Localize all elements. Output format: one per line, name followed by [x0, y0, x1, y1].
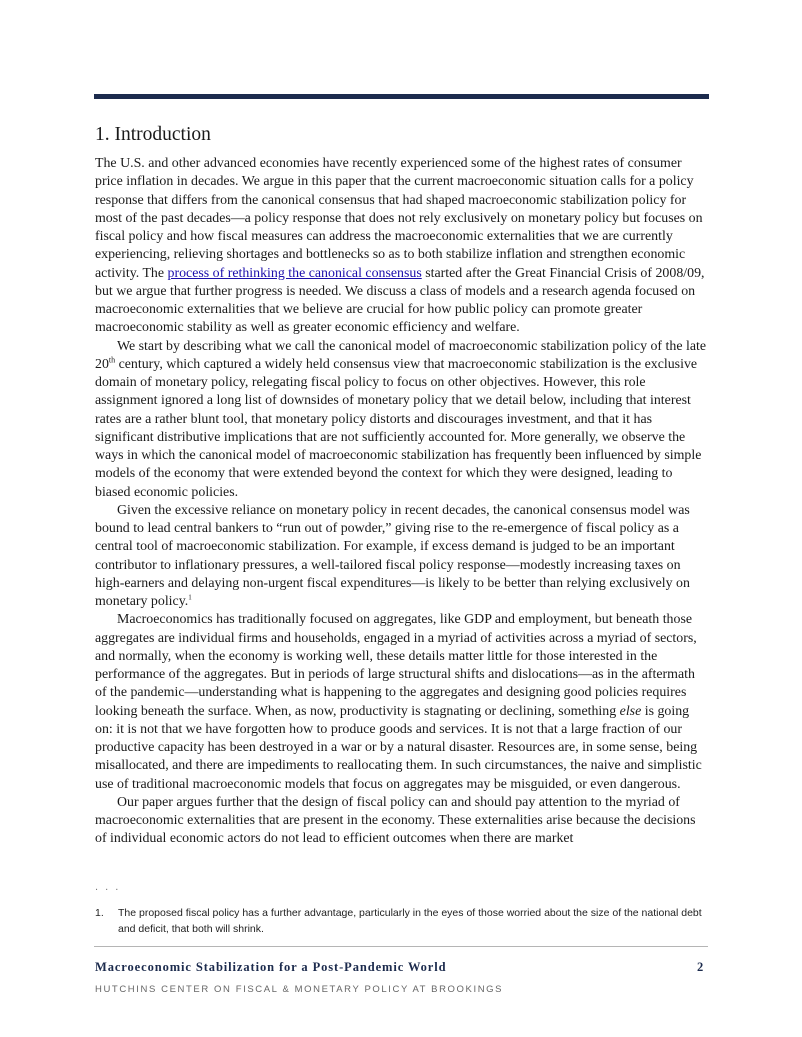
rethinking-consensus-link[interactable]: process of rethinking the canonical consensus [167, 265, 422, 281]
footnote-1-reference[interactable]: 1 [188, 593, 192, 602]
paragraph-2-text-start: We start by describing what we call the canonical model of macroeconomic stabilization policy of the late 20 [95, 338, 707, 372]
footnote-text: The proposed fiscal policy has a further advantage, particularly in the eyes of those worried about the size of the national debt and deficit, that both will shrink. [118, 907, 702, 935]
paragraph-5-text: Our paper argues further that the design of fiscal policy can and should pay attention to the myriad of macroeconomic externalities that are present in the economy. These externalities arise because the decisions of individual economic actors do not lead to efficient outcomes when there are market [95, 794, 696, 847]
paragraph-1-text-end: started after the Great Financial Crisis of 2008/09, but we argue that further progress is needed. We discuss a class of models and a research agenda focused on macroeconomic externalities that we believe are crucial for how public policy can promote greater macroeconomic stability as well as greater economic efficiency and welfare. [95, 265, 705, 336]
paragraph-3 [95, 502, 709, 612]
header-rule [94, 94, 709, 99]
paragraph-4-text-start: Macroeconomics has traditionally focused on aggregates, like GDP and employment, but beneath those aggregates are individual firms and households, engaged in a myriad of activities across a myriad of sectors, and normally, when the economy is working well, these details matter little for those interested in the performance of the aggregates. But in periods of large structural shifts and dislocations—as in the aftermath of the pandemic—understanding what is happening to the aggregates and designing good policies requires looking beneath the surface. When, as now, productivity is stagnating or declining, something [95, 612, 697, 719]
paragraph-2-text-end: century, which captured a widely held consensus view that macroeconomic stabilization is the exclusive domain of monetary policy, relegating fiscal policy to focus on other objectives. However, this role assignment ignored a long list of downsides of monetary policy that we detail below, including that interest rates are a rather blunt tool, that monetary policy distorts and discourages investment, and that it has significant distributive implications that are not sufficiently accounted for. More generally, we observe the ways in which the canonical model of macroeconomic stabilization has frequently been influenced by simple models of the economy that were extended beyond the context for which they were designed, leading to biased economic policies. [95, 356, 702, 500]
emphasis-else: else [619, 703, 642, 719]
paragraph-4 [95, 611, 709, 794]
footer-rule [94, 946, 708, 947]
paragraph-1-text-start: The U.S. and other advanced economies have recently experienced some of the highest rates of consumer price inflation in decades. We argue in this paper that the current macroeconomic situation calls for a policy response that differs from the canonical consensus that had shaped macroeconomic stabilization policy for most of the past decades—a policy response that does not rely exclusively on monetary policy but focuses on fiscal policy and how fiscal measures can address the macroeconomic externalities that we are currently experiencing, relieving shortages and bottlenecks so as to both stabilize inflation and strengthen economic activity. The [95, 156, 703, 281]
paragraph-5 [95, 794, 709, 849]
paragraph-2 [95, 338, 709, 502]
section-title: 1. Introduction [95, 124, 211, 145]
page-number: 2 [697, 960, 704, 974]
running-title: Macroeconomic Stabilization for a Post-Pandemic World [95, 960, 447, 974]
footnote-separator: . . . [95, 881, 121, 893]
paragraph-1 [95, 155, 709, 338]
footnote-1 [95, 905, 709, 937]
body-text [95, 155, 709, 849]
footnote-number: 1. [95, 907, 104, 919]
paragraph-3-text: Given the excessive reliance on monetary policy in recent decades, the canonical consensus model was bound to lead central bankers to “run out of powder,” giving rise to the re-emergence of fiscal policy as a central tool of macroeconomic stabilization. For example, if excess demand is judged to be an important contributor to inflationary pressures, a well-tailored fiscal policy response—modestly increasing taxes on high-earners and delaying non-urgent fiscal expenditures—is likely to be better than relying exclusively on monetary policy. [95, 502, 690, 609]
ordinal-superscript: th [108, 355, 116, 365]
paragraph-4-text-end: is going on: it is not that we have forgotten how to produce goods and services. It is not that a large fraction of our productive capacity has been destroyed in a war or by a natural disaster. Resources are, in some sense, being misallocated, and there are impediments to reallocating them. In such circumstances, the naive and simplistic use of traditional macroeconomic models that focus on aggregates may be misguided, or even dangerous. [95, 703, 702, 792]
organization-name: HUTCHINS CENTER ON FISCAL & MONETARY POLICY AT BROOKINGS [95, 984, 504, 995]
